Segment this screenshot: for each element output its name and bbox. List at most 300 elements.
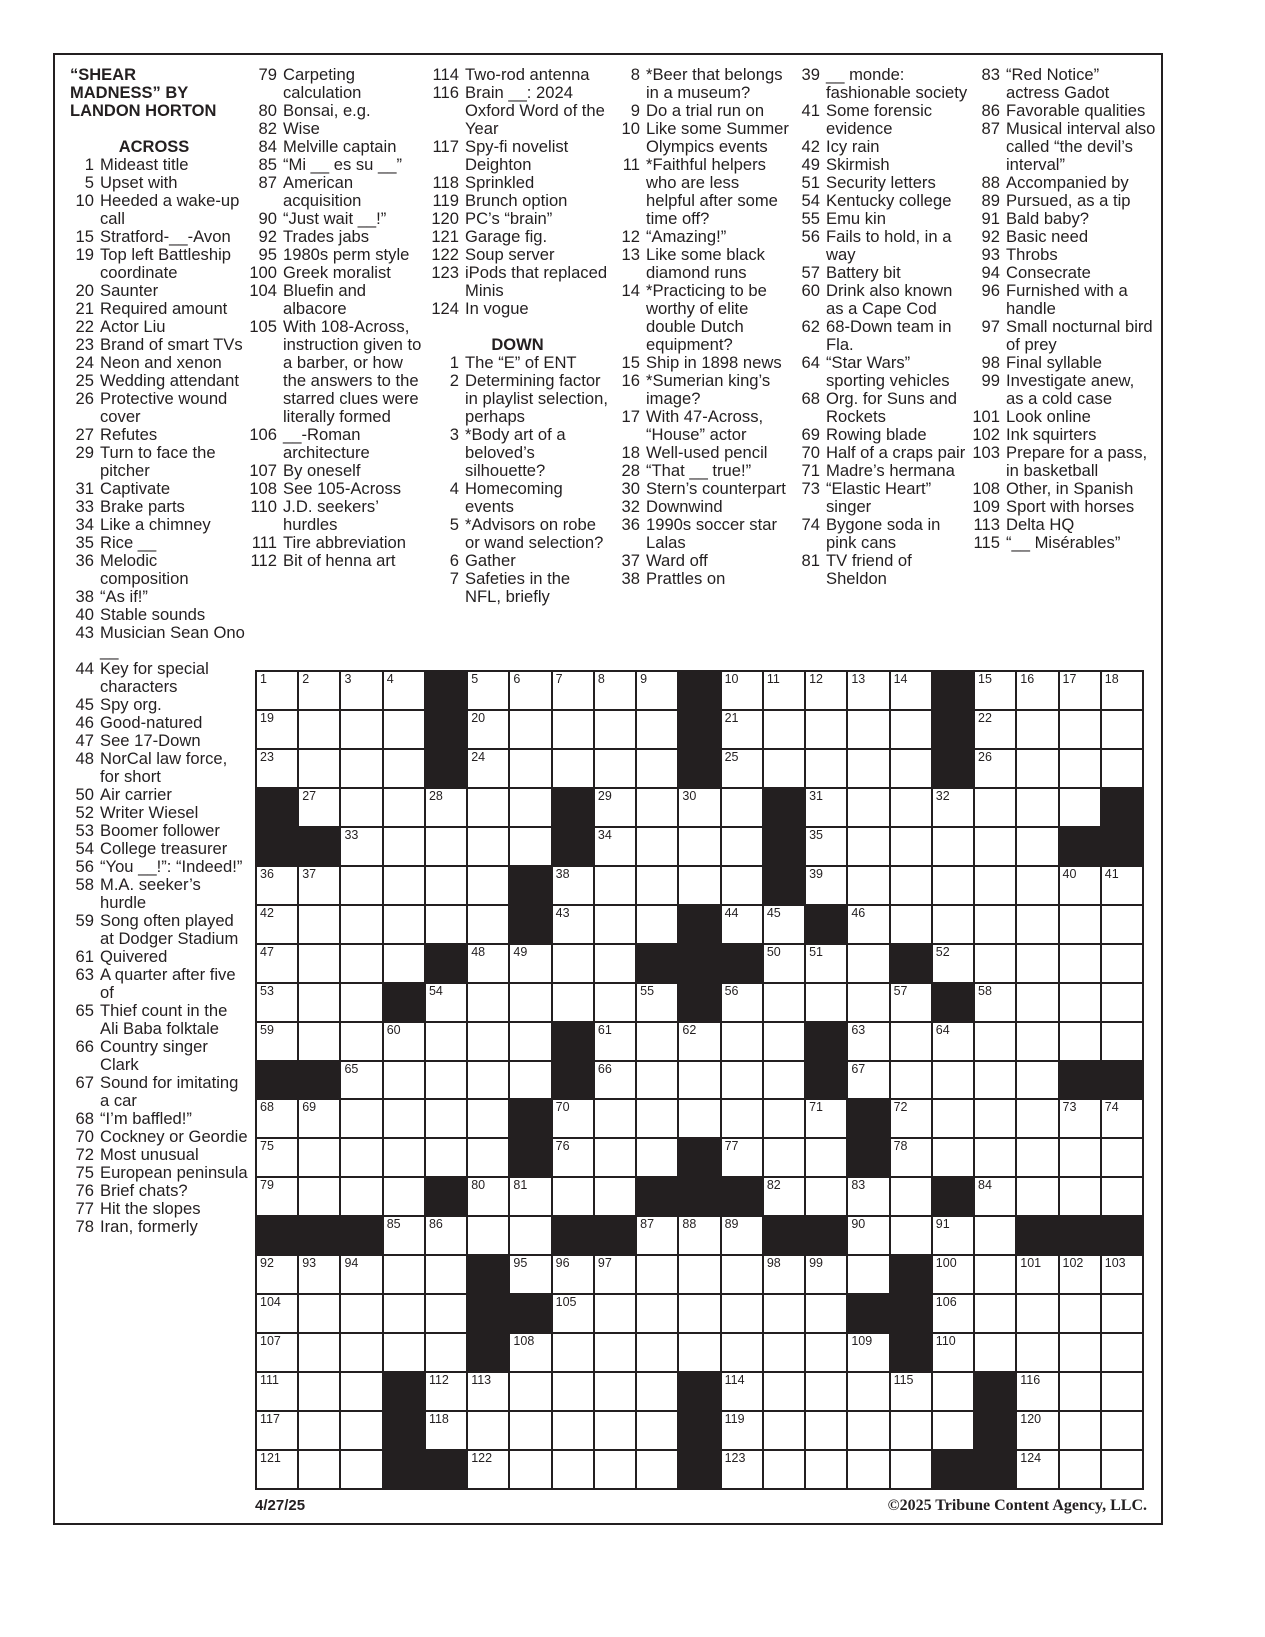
clue-item[interactable] [243,462,428,480]
grid-cell[interactable] [975,906,1015,943]
clue-item[interactable] [966,174,1156,192]
grid-cell[interactable] [1017,828,1057,865]
grid-cell[interactable] [1102,1451,1142,1488]
grid-cell[interactable] [595,711,635,748]
grid-cell[interactable] [341,1412,381,1449]
grid-cell[interactable] [384,1062,424,1099]
clue-item[interactable] [966,444,1156,480]
grid-cell[interactable] [595,1023,635,1060]
clue-item[interactable] [966,228,1156,246]
grid-cell[interactable] [848,984,888,1021]
clue-item[interactable] [60,1182,248,1200]
clue-item[interactable] [786,102,971,138]
grid-cell[interactable] [299,1178,339,1215]
grid-cell[interactable] [553,1256,593,1293]
grid-cell[interactable] [1060,789,1100,826]
clue-item[interactable] [966,102,1156,120]
grid-cell[interactable] [722,1295,762,1332]
grid-cell[interactable] [722,1217,762,1254]
grid-cell[interactable] [679,1217,719,1254]
grid-cell[interactable] [595,984,635,1021]
grid-cell[interactable] [426,789,466,826]
grid-cell[interactable] [848,1023,888,1060]
clue-item[interactable] [60,1074,248,1110]
grid-cell[interactable] [891,1412,931,1449]
grid-cell[interactable] [510,1412,550,1449]
grid-cell[interactable] [1017,1256,1057,1293]
grid-cell[interactable] [468,984,508,1021]
grid-cell[interactable] [764,1295,804,1332]
grid-cell[interactable] [975,1023,1015,1060]
grid-cell[interactable] [341,1178,381,1215]
grid-cell[interactable] [553,1178,593,1215]
clue-item[interactable] [966,282,1156,318]
clue-item[interactable] [60,516,248,534]
grid-cell[interactable] [299,750,339,787]
clue-item[interactable] [243,318,428,426]
grid-cell[interactable] [1060,672,1100,709]
grid-cell[interactable] [933,1023,973,1060]
grid-cell[interactable] [1060,711,1100,748]
grid-cell[interactable] [468,867,508,904]
grid-cell[interactable] [510,945,550,982]
clue-item[interactable] [606,120,791,156]
grid-cell[interactable] [722,828,762,865]
grid-cell[interactable] [637,750,677,787]
grid-cell[interactable] [1017,1412,1057,1449]
clue-item[interactable] [606,66,791,102]
grid-cell[interactable] [933,1256,973,1293]
grid-cell[interactable] [595,1178,635,1215]
clue-item[interactable] [243,534,428,552]
clue-item[interactable] [60,948,248,966]
grid-cell[interactable] [764,945,804,982]
grid-cell[interactable] [1017,1451,1057,1488]
grid-cell[interactable] [257,711,297,748]
grid-cell[interactable] [510,1334,550,1371]
grid-cell[interactable] [848,1334,888,1371]
grid-cell[interactable] [679,1023,719,1060]
grid-cell[interactable] [806,828,846,865]
grid-cell[interactable] [553,1139,593,1176]
clue-item[interactable] [60,426,248,444]
grid-cell[interactable] [257,1023,297,1060]
clue-item[interactable] [425,300,610,318]
grid-cell[interactable] [975,750,1015,787]
grid-cell[interactable] [637,867,677,904]
grid-cell[interactable] [891,1023,931,1060]
grid-cell[interactable] [341,1373,381,1410]
clue-item[interactable] [60,966,248,1002]
clue-item[interactable] [606,282,791,354]
grid-cell[interactable] [848,1412,888,1449]
grid-cell[interactable] [595,1100,635,1137]
grid-cell[interactable] [510,672,550,709]
clue-item[interactable] [425,480,610,516]
grid-cell[interactable] [933,1334,973,1371]
grid-cell[interactable] [1102,1334,1142,1371]
grid-cell[interactable] [426,1062,466,1099]
clue-item[interactable] [60,192,248,228]
grid-cell[interactable] [384,1334,424,1371]
clue-item[interactable] [786,552,971,588]
grid-cell[interactable] [848,1178,888,1215]
grid-cell[interactable] [722,906,762,943]
grid-cell[interactable] [933,1295,973,1332]
grid-cell[interactable] [595,672,635,709]
grid-cell[interactable] [553,1373,593,1410]
clue-item[interactable] [966,480,1156,498]
clue-item[interactable] [60,246,248,282]
grid-cell[interactable] [1017,1295,1057,1332]
grid-cell[interactable] [1060,1295,1100,1332]
grid-cell[interactable] [257,1451,297,1488]
grid-cell[interactable] [341,867,381,904]
grid-cell[interactable] [933,828,973,865]
grid-cell[interactable] [975,867,1015,904]
clue-item[interactable] [786,156,971,174]
grid-cell[interactable] [891,1217,931,1254]
grid-cell[interactable] [637,828,677,865]
clue-item[interactable] [60,786,248,804]
grid-cell[interactable] [468,1412,508,1449]
grid-cell[interactable] [848,789,888,826]
clue-item[interactable] [60,552,248,588]
grid-cell[interactable] [891,789,931,826]
clue-item[interactable] [60,804,248,822]
grid-cell[interactable] [806,1139,846,1176]
grid-cell[interactable] [679,1295,719,1332]
clue-item[interactable] [966,192,1156,210]
grid-cell[interactable] [848,1062,888,1099]
grid-cell[interactable] [1017,1023,1057,1060]
grid-cell[interactable] [806,1451,846,1488]
grid-cell[interactable] [510,1062,550,1099]
clue-item[interactable] [966,120,1156,174]
clue-item[interactable] [606,228,791,246]
clue-item[interactable] [60,732,248,750]
grid-cell[interactable] [933,789,973,826]
grid-cell[interactable] [426,1373,466,1410]
grid-cell[interactable] [1102,1256,1142,1293]
grid-cell[interactable] [595,750,635,787]
grid-cell[interactable] [848,711,888,748]
grid-cell[interactable] [1060,867,1100,904]
grid-cell[interactable] [257,1256,297,1293]
grid-cell[interactable] [891,672,931,709]
grid-cell[interactable] [553,1451,593,1488]
clue-item[interactable] [425,66,610,84]
grid-cell[interactable] [806,867,846,904]
grid-cell[interactable] [257,984,297,1021]
grid-cell[interactable] [637,984,677,1021]
grid-cell[interactable] [299,1373,339,1410]
grid-cell[interactable] [722,1256,762,1293]
grid-cell[interactable] [891,828,931,865]
grid-cell[interactable] [722,750,762,787]
grid-cell[interactable] [975,1334,1015,1371]
clue-item[interactable] [243,552,428,570]
clue-item[interactable] [786,444,971,462]
grid-cell[interactable] [764,1412,804,1449]
clue-item[interactable] [243,138,428,156]
grid-cell[interactable] [1017,1062,1057,1099]
grid-cell[interactable] [637,1334,677,1371]
clue-item[interactable] [60,750,248,786]
grid-cell[interactable] [384,828,424,865]
grid-cell[interactable] [933,1062,973,1099]
grid-cell[interactable] [341,828,381,865]
grid-cell[interactable] [553,867,593,904]
grid-cell[interactable] [595,1139,635,1176]
grid-cell[interactable] [553,906,593,943]
grid-cell[interactable] [468,1373,508,1410]
grid-cell[interactable] [257,945,297,982]
grid-cell[interactable] [553,1412,593,1449]
grid-cell[interactable] [722,984,762,1021]
clue-item[interactable] [243,66,428,102]
grid-cell[interactable] [257,1412,297,1449]
grid-cell[interactable] [637,1023,677,1060]
grid-cell[interactable] [426,1023,466,1060]
grid-cell[interactable] [257,1334,297,1371]
clue-item[interactable] [243,156,428,174]
clue-item[interactable] [966,318,1156,354]
grid-cell[interactable] [1102,1178,1142,1215]
grid-cell[interactable] [891,1451,931,1488]
grid-cell[interactable] [1060,984,1100,1021]
grid-cell[interactable] [384,867,424,904]
grid-cell[interactable] [764,984,804,1021]
grid-cell[interactable] [510,1451,550,1488]
grid-cell[interactable] [806,1178,846,1215]
clue-item[interactable] [786,138,971,156]
grid-cell[interactable] [1017,1373,1057,1410]
grid-cell[interactable] [468,1217,508,1254]
grid-cell[interactable] [426,906,466,943]
clue-item[interactable] [606,462,791,480]
grid-cell[interactable] [257,750,297,787]
clue-item[interactable] [60,1128,248,1146]
grid-cell[interactable] [1102,1295,1142,1332]
grid-cell[interactable] [299,945,339,982]
grid-cell[interactable] [384,1023,424,1060]
grid-cell[interactable] [806,1412,846,1449]
clue-item[interactable] [60,1038,248,1074]
grid-cell[interactable] [426,828,466,865]
clue-item[interactable] [60,822,248,840]
clue-item[interactable] [786,264,971,282]
clue-item[interactable] [786,426,971,444]
grid-cell[interactable] [1060,1178,1100,1215]
grid-cell[interactable] [637,906,677,943]
grid-cell[interactable] [806,1334,846,1371]
grid-cell[interactable] [679,1100,719,1137]
clue-item[interactable] [786,516,971,552]
grid-cell[interactable] [553,984,593,1021]
grid-cell[interactable] [1017,1178,1057,1215]
clue-item[interactable] [60,1002,248,1038]
grid-cell[interactable] [257,906,297,943]
grid-cell[interactable] [1060,1100,1100,1137]
clue-item[interactable] [966,516,1156,534]
clue-item[interactable] [425,264,610,300]
grid-cell[interactable] [510,1217,550,1254]
grid-cell[interactable] [764,906,804,943]
clue-item[interactable] [60,1164,248,1182]
clue-item[interactable] [60,588,248,606]
clue-item[interactable] [60,1110,248,1128]
clue-item[interactable] [966,408,1156,426]
grid-cell[interactable] [299,672,339,709]
grid-cell[interactable] [933,906,973,943]
clue-item[interactable] [243,246,428,264]
grid-cell[interactable] [637,1062,677,1099]
clue-item[interactable] [606,408,791,444]
grid-cell[interactable] [848,1217,888,1254]
clue-item[interactable] [243,228,428,246]
clue-item[interactable] [606,480,791,498]
grid-cell[interactable] [891,1373,931,1410]
grid-cell[interactable] [764,1100,804,1137]
grid-cell[interactable] [722,1373,762,1410]
clue-item[interactable] [966,426,1156,444]
clue-item[interactable] [425,354,610,372]
clue-item[interactable] [60,1146,248,1164]
grid-cell[interactable] [1060,1412,1100,1449]
grid-cell[interactable] [468,750,508,787]
grid-cell[interactable] [1017,711,1057,748]
grid-cell[interactable] [595,1295,635,1332]
grid-cell[interactable] [341,1062,381,1099]
grid-cell[interactable] [722,789,762,826]
grid-cell[interactable] [975,828,1015,865]
grid-cell[interactable] [933,1373,973,1410]
clue-item[interactable] [243,210,428,228]
grid-cell[interactable] [722,1139,762,1176]
clue-item[interactable] [966,246,1156,264]
grid-cell[interactable] [341,1139,381,1176]
grid-cell[interactable] [1017,945,1057,982]
grid-cell[interactable] [1102,945,1142,982]
grid-cell[interactable] [1017,1334,1057,1371]
clue-item[interactable] [425,210,610,228]
clue-item[interactable] [60,714,248,732]
grid-cell[interactable] [806,1295,846,1332]
grid-cell[interactable] [637,1139,677,1176]
grid-cell[interactable] [637,1217,677,1254]
grid-cell[interactable] [764,1062,804,1099]
clue-item[interactable] [60,1218,248,1236]
clue-item[interactable] [606,552,791,570]
grid-cell[interactable] [975,1217,1015,1254]
clue-item[interactable] [60,444,248,480]
grid-cell[interactable] [1017,750,1057,787]
grid-cell[interactable] [1102,1100,1142,1137]
clue-item[interactable] [786,174,971,192]
clue-item[interactable] [60,876,248,912]
grid-cell[interactable] [341,945,381,982]
grid-cell[interactable] [426,984,466,1021]
clue-item[interactable] [966,66,1156,102]
clue-item[interactable] [60,228,248,246]
grid-cell[interactable] [1017,1139,1057,1176]
grid-cell[interactable] [468,1178,508,1215]
grid-cell[interactable] [1102,1373,1142,1410]
grid-cell[interactable] [384,789,424,826]
grid-cell[interactable] [975,711,1015,748]
clue-item[interactable] [606,156,791,228]
grid-cell[interactable] [891,1100,931,1137]
clue-item[interactable] [425,372,610,426]
grid-cell[interactable] [553,945,593,982]
clue-item[interactable] [425,192,610,210]
grid-cell[interactable] [257,1373,297,1410]
grid-cell[interactable] [848,672,888,709]
grid-cell[interactable] [764,1023,804,1060]
grid-cell[interactable] [299,984,339,1021]
grid-cell[interactable] [764,1178,804,1215]
grid-cell[interactable] [1017,1100,1057,1137]
grid-cell[interactable] [384,1178,424,1215]
clue-item[interactable] [243,102,428,120]
grid-cell[interactable] [637,1295,677,1332]
grid-cell[interactable] [468,1451,508,1488]
clue-item[interactable] [966,354,1156,372]
grid-cell[interactable] [341,906,381,943]
clue-item[interactable] [425,246,610,264]
grid-cell[interactable] [468,828,508,865]
clue-item[interactable] [60,498,248,516]
grid-cell[interactable] [341,984,381,1021]
grid-cell[interactable] [637,789,677,826]
grid-cell[interactable] [975,984,1015,1021]
clue-item[interactable] [606,102,791,120]
clue-item[interactable] [60,156,248,174]
grid-cell[interactable] [468,1062,508,1099]
grid-cell[interactable] [764,1334,804,1371]
clue-item[interactable] [425,228,610,246]
grid-cell[interactable] [722,1451,762,1488]
grid-cell[interactable] [384,1256,424,1293]
grid-cell[interactable] [975,1100,1015,1137]
grid-cell[interactable] [468,789,508,826]
grid-cell[interactable] [679,1062,719,1099]
grid-cell[interactable] [341,789,381,826]
clue-item[interactable] [60,480,248,498]
clue-item[interactable] [425,84,610,138]
grid-cell[interactable] [806,1373,846,1410]
grid-cell[interactable] [553,1334,593,1371]
grid-cell[interactable] [1060,1451,1100,1488]
grid-cell[interactable] [764,1256,804,1293]
clue-item[interactable] [606,570,791,588]
grid-cell[interactable] [426,867,466,904]
grid-cell[interactable] [384,750,424,787]
grid-cell[interactable] [468,672,508,709]
grid-cell[interactable] [426,1256,466,1293]
clue-item[interactable] [966,534,1156,552]
grid-cell[interactable] [384,1100,424,1137]
grid-cell[interactable] [341,1295,381,1332]
grid-cell[interactable] [637,672,677,709]
clue-item[interactable] [606,246,791,282]
grid-cell[interactable] [637,1373,677,1410]
grid-cell[interactable] [1102,1412,1142,1449]
grid-cell[interactable] [468,1100,508,1137]
grid-cell[interactable] [426,1295,466,1332]
grid-cell[interactable] [1060,1334,1100,1371]
